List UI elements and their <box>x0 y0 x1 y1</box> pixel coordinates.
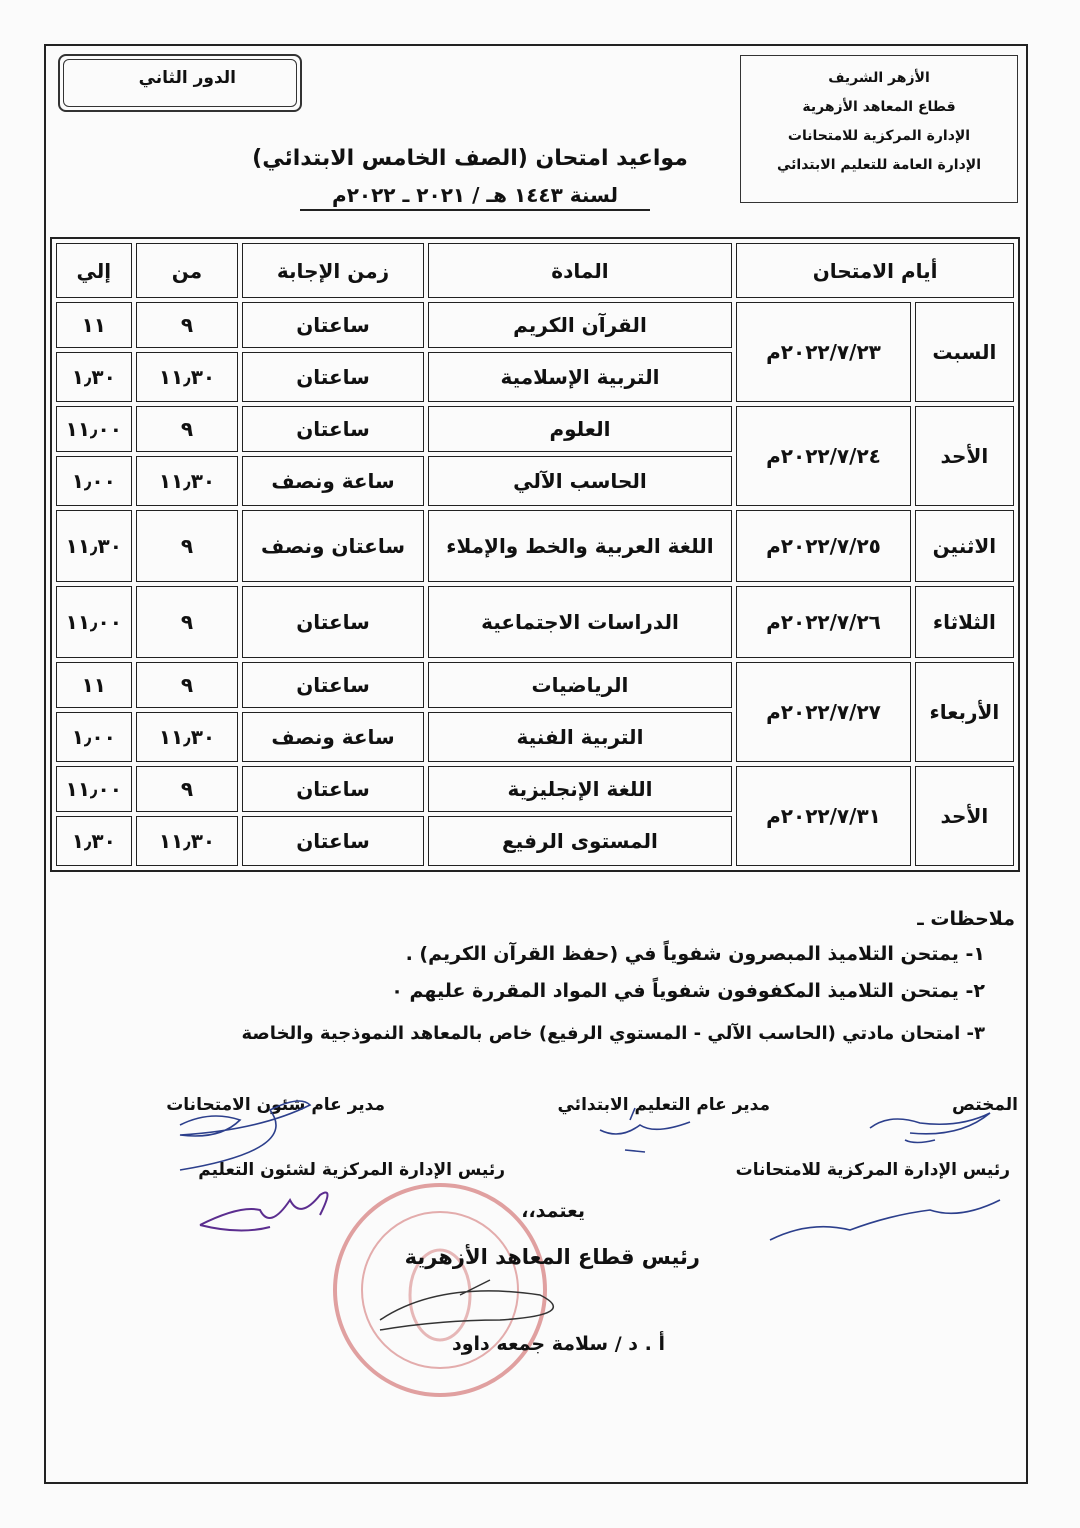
gm-exams-signature <box>180 1101 310 1170</box>
header-subject: المادة <box>428 243 733 298</box>
subject-cell: الحاسب الآلي <box>428 456 733 506</box>
subject-cell: العلوم <box>428 406 733 452</box>
duration-cell: ساعتان <box>242 816 423 866</box>
to-cell: ١١٫٠٠ <box>56 766 132 812</box>
sector-head-title: رئيس قطاع المعاهد الأزهرية <box>404 1245 700 1269</box>
org-line: الأزهر الشريف <box>828 70 930 86</box>
to-cell: ١٫٠٠ <box>56 712 132 762</box>
day-cell: السبت <box>915 302 1014 402</box>
duration-cell: ساعتان <box>242 662 423 708</box>
duration-cell: ساعتان <box>242 352 423 402</box>
subject-cell: التربية الفنية <box>428 712 733 762</box>
from-cell: ١١٫٣٠ <box>136 712 239 762</box>
sector-head-name: أ . د / سلامة جمعه داود <box>451 1333 665 1355</box>
to-cell: ١١ <box>56 302 132 348</box>
from-cell: ١١٫٣٠ <box>136 456 239 506</box>
subject-cell: الرياضيات <box>428 662 733 708</box>
header-duration: زمن الإجابة <box>242 243 423 298</box>
subject-cell: التربية الإسلامية <box>428 352 733 402</box>
notes-heading: ملاحظات ـ <box>917 908 1015 930</box>
note-item: ١- يمتحن التلاميذ المبصرون شفوياً في (حفظ القرآن الكريم) . <box>405 943 985 965</box>
day-cell: الاثنين <box>915 510 1014 582</box>
to-cell: ١١ <box>56 662 132 708</box>
header-from: من <box>136 243 239 298</box>
subject-cell: القرآن الكريم <box>428 302 733 348</box>
specialist-title: المختص <box>952 1095 1018 1115</box>
duration-cell: ساعة ونصف <box>242 712 423 762</box>
org-line: الإدارة العامة للتعليم الابتدائي <box>776 157 982 173</box>
duration-cell: ساعتان <box>242 302 423 348</box>
gm-primary-title: مدير عام التعليم الابتدائي <box>557 1095 770 1115</box>
head-exams-signature <box>770 1200 1000 1240</box>
to-cell: ١٫٣٠ <box>56 816 132 866</box>
head-education-signature <box>200 1193 328 1231</box>
subject-cell: اللغة العربية والخط والإملاء <box>428 510 733 582</box>
to-cell: ١١٫٣٠ <box>56 510 132 582</box>
header-to: إلي <box>56 243 132 298</box>
head-education-title: رئيس الإدارة المركزية لشئون التعليم <box>198 1160 505 1180</box>
gm-primary-signature <box>600 1108 690 1152</box>
from-cell: ٩ <box>136 766 239 812</box>
to-cell: ١٫٣٠ <box>56 352 132 402</box>
subject-cell: المستوى الرفيع <box>428 816 733 866</box>
from-cell: ١١٫٣٠ <box>136 816 239 866</box>
from-cell: ٩ <box>136 586 239 658</box>
from-cell: ٩ <box>136 302 239 348</box>
to-cell: ١١٫٠٠ <box>56 586 132 658</box>
from-cell: ٩ <box>136 510 239 582</box>
from-cell: ٩ <box>136 406 239 452</box>
sector-head-signature <box>380 1280 553 1330</box>
header-days: أيام الامتحان <box>736 243 1014 298</box>
duration-cell: ساعتان <box>242 766 423 812</box>
subject-cell: اللغة الإنجليزية <box>428 766 733 812</box>
date-cell: ٢٠٢٢/٧/٢٧م <box>736 662 910 762</box>
from-cell: ٩ <box>136 662 239 708</box>
round-label: الدور الثاني <box>63 59 297 107</box>
note-item: ٢- يمتحن التلاميذ المكفوفون شفوياً في المواد المقررة عليهم ٠ <box>391 980 985 1002</box>
date-cell: ٢٠٢٢/٧/٢٤م <box>736 406 910 506</box>
to-cell: ١١٫٠٠ <box>56 406 132 452</box>
to-cell: ١٫٠٠ <box>56 456 132 506</box>
org-line: قطاع المعاهد الأزهرية <box>802 99 956 115</box>
date-cell: ٢٠٢٢/٧/٢٥م <box>736 510 910 582</box>
from-cell: ١١٫٣٠ <box>136 352 239 402</box>
head-exams-title: رئيس الإدارة المركزية للامتحانات <box>735 1160 1010 1180</box>
gm-exams-title: مدير عام شئون الامتحانات <box>166 1095 385 1115</box>
day-cell: الأربعاء <box>915 662 1014 762</box>
note-item: ٣- امتحان مادتي (الحاسب الآلي - المستوي الرفيع) خاص بالمعاهد النموذجية والخاصة <box>241 1023 985 1044</box>
subject-cell: الدراسات الاجتماعية <box>428 586 733 658</box>
date-cell: ٢٠٢٢/٧/٣١م <box>736 766 910 866</box>
document-title: مواعيد امتحان (الصف الخامس الابتدائي) <box>252 146 688 171</box>
duration-cell: ساعتان ونصف <box>242 510 423 582</box>
approval-label: يعتمد،، <box>521 1200 585 1222</box>
date-cell: ٢٠٢٢/٧/٢٦م <box>736 586 910 658</box>
date-cell: ٢٠٢٢/٧/٢٣م <box>736 302 910 402</box>
duration-cell: ساعة ونصف <box>242 456 423 506</box>
org-line: الإدارة المركزية للامتحانات <box>787 128 971 144</box>
day-cell: الأحد <box>915 766 1014 866</box>
day-cell: الأحد <box>915 406 1014 506</box>
specialist-signature <box>870 1113 990 1143</box>
duration-cell: ساعتان <box>242 406 423 452</box>
duration-cell: ساعتان <box>242 586 423 658</box>
document-year: لسنة ١٤٤٣ هـ / ٢٠٢١ ـ ٢٠٢٢م <box>300 183 650 211</box>
day-cell: الثلاثاء <box>915 586 1014 658</box>
